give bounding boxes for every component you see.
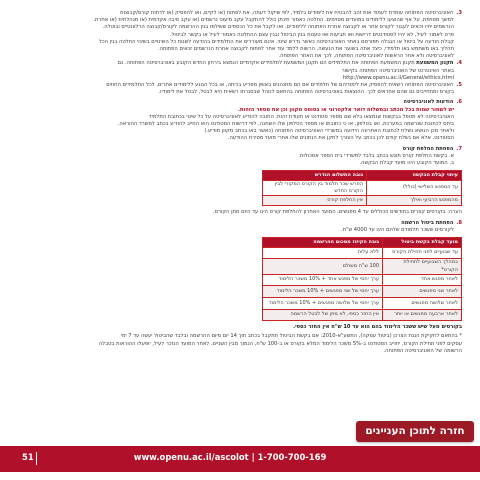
back-to-contents-button[interactable]: חזרה לתוכן העניינים xyxy=(356,421,474,442)
table-row xyxy=(263,247,462,259)
table-row xyxy=(263,196,462,206)
section-7 xyxy=(22,146,462,216)
table-row xyxy=(263,259,462,274)
footer-divider xyxy=(36,452,37,465)
page-number: 51 xyxy=(22,452,34,462)
section-8-footnote: הרשומה של האוניברסיטה הפתוחה. xyxy=(383,347,462,354)
table-header-cell: גובה הקיזוז מסכום ההרשמה xyxy=(263,238,383,248)
section-6 xyxy=(22,99,462,142)
section-7-note: הערה: בקורסים קצרים בחודשים הכוללים עד 4 מפגשים, המועד האחרון להחלפת קורס הינו עד היום מתן הקורס. xyxy=(213,208,462,215)
table-cell: לאחר שני מפגשים xyxy=(383,286,462,298)
section-8 xyxy=(22,220,462,355)
footer-bar xyxy=(0,446,480,472)
section-6-line: האוניברסיטה לא תטפל בבקשות שנמצאו בלא שם מספר סטודנט או תעודת זהות. החובה להודיע לאוניברסיטה על כל שינוי בכתובת התלמיד xyxy=(148,113,454,120)
section-8-after: בקורסים מעל שיש ששכר הלימוד בהם הוא עד 10 ש"ח אין החזר כספי. xyxy=(293,324,462,331)
section-6-line: ביחס לכתובת שנרשמה במערכת, ואו בטלפון, או כי כתובתו או מספר הטלפון שלו השתנה, לפי דרישות הסטודנט הוא החייב להודיע בכתב למשרד ההוראה. xyxy=(117,121,454,128)
section-3-line: פרט לאמור לעיל, לא יהיו לסטודנטים דרישות ואו תביעות ואו טענות בגין הביטול ובגין עצם ההחלטה כאמור לעיל או בקשר לביטול. xyxy=(169,31,454,38)
section-3-line: למשך מסוימת, על אף שהוצעו ללימודים במועדים מסוימים. החלטה כאמור תינתן כולל להתקבל עקב מיעוט נרשמים (או עקב סיבה אקדמית (או מנהלתית (או אחרת. xyxy=(93,17,454,24)
table-cell: לאחר ארבעה מפגשים או יותר xyxy=(383,309,462,321)
table-header-cell: עיתוי קבלת הבקשה xyxy=(367,171,462,181)
cancellation-table xyxy=(262,237,462,321)
section-3-line: תהליך באו משתמש באו תלמידי, כיצד אתה בשוער את הנעשה, הרשות ללמד עוד אחר לפתוח לקבוצה אחרת הנרשמים זכאים הפתוחה. xyxy=(157,46,454,53)
section-6-line: הסטודנט, אלא אם נשלח קודם לכן בכתב על הצורך לתקן את הנתונים שלו אחרי מועד מסירת ההודעה. xyxy=(227,135,454,142)
table-cell: עד שבועיים לפני תחילת הקורס xyxy=(383,247,462,259)
section-6-lead: יש לשמור שמות בכל מכתב ובמשלוח דואר אלקטרוני או בטופס מקוון וכן את מספר הזהות. xyxy=(237,106,454,113)
table-row xyxy=(263,309,462,321)
table-cell: מהמפגש הרביעי ואילך xyxy=(367,196,462,206)
table-cell: לאחר שלושה מפגשים xyxy=(383,297,462,309)
document-body xyxy=(22,10,462,355)
table-cell: 100 ש"ח משולם xyxy=(263,259,383,274)
ethics-link[interactable]: http://www.openu.ac.il/General/ethics.html xyxy=(342,74,454,81)
table-cell: במהלך השבועיים לתחילת הקורס* xyxy=(383,259,462,274)
table-cell: עד המפגש השלישי (כולל) xyxy=(367,180,462,195)
course-change-table xyxy=(262,170,462,205)
section-8-title: 8.הפחתת ביטול הרשמה xyxy=(401,219,462,226)
table-row xyxy=(263,297,462,309)
table-cell: ללא עלות xyxy=(263,247,383,259)
section-7-item: א. בקשת החלפת קורס תוגש בכתב בלבד למשרדי בית הספר אסכולות. xyxy=(298,152,454,159)
section-8-lead: לקורסים ששכר תלמודם שלהם הינו עד 4000 ש"ח. xyxy=(341,227,454,234)
section-7-item: ב. המועד הקובע הינו מועד קבלת הבקשה. xyxy=(359,160,454,167)
section-3-line: הנרשמים יחיו זכאים לעבור לקורס אחר או לקבוצה אחרת הפתוחה ללימודים, ואו לקבל את כל הכספים ששילמו בגין ההרשמה לקורס/קבוצה הרלוונטיים ובוטלה. xyxy=(102,24,454,31)
table-cell: ערך יחסי של שלושה מפגשים + 10% משכר הלימוד xyxy=(263,297,383,309)
table-cell: לאחר מפגש אחד xyxy=(383,274,462,286)
section-8-footnote: * בהתאם לחקיקת הגנת הצרכן (ביטול עסקה), התשע"א-2010: אם בקשת הביטול תתקבל בכתב תוך 14 יום מיום ההרשמה ובלבד שהביטול יעשה עד 7 ימי xyxy=(120,333,462,340)
section-3 xyxy=(22,10,462,60)
section-4 xyxy=(22,60,462,82)
table-row xyxy=(263,274,462,286)
section-3-line: 3.האוניברסיטה הפתוחה עומדת לעמוד אות זהב להבטיח את לימודים בלמיד, לפי שיקול דעתה, את לפתוח (או לקיים, ואו להפסיק (או לדחות קורס/קבוצות xyxy=(120,10,462,16)
section-7-title: 7.הפחתת החלפת קורס xyxy=(402,145,462,152)
table-cell: הפרש שכר תלמוד בין הקורס המקורי לבין הקורס החדש xyxy=(263,180,367,195)
table-cell: אין החזר כספי, לא מתן של לבטל הרשמה xyxy=(263,309,383,321)
table-header-row xyxy=(263,171,462,181)
table-cell: ערך יחסי של מפגש אחד + 10% משכר הלימוד xyxy=(263,274,383,286)
table-cell: אין החלפת קורס xyxy=(263,196,367,206)
section-6-line: ולאחר מכן הנושא נשלח לכתובת האחרונה הידועה במשרדי האוניברסיטה הפתוחה (כאשר באו בכתב מקוון מודיע.) xyxy=(204,128,454,135)
table-row xyxy=(263,286,462,298)
section-5-line: בקורס ומתחייבים גם שהם אחראים לכך. ההוצאות באוניברסיטה הפתוחה בהתאם לנוהל שבסגרתו רשאית היא לבטל, לבטל את לימודיו. xyxy=(158,89,454,96)
section-3-line: לאוניברסיטה ולא אחר הראשות לאוניברסיטה הפתוחה, לכך את האחר הפתוחה. xyxy=(278,53,454,60)
section-8-footnote: עסקים לפני תחילת הקורס, יחוייב הסטודנט ב-5% משכר הלימוד המלא בקורס או ב-100 ש"ח, הנמוך מבין השניים. לאחר המועד הנזכר לעיל, יופעלו ההוראות בטבלה xyxy=(98,340,462,347)
table-header-row xyxy=(263,238,462,248)
table-cell: ערך יחסי של שני מפגשים + 10% משכר הלימוד xyxy=(263,286,383,298)
table-row xyxy=(263,180,462,195)
section-5 xyxy=(22,82,462,96)
table-header-cell: מועד קבלת בקשת ביטול xyxy=(383,238,462,248)
section-4-line: 4.תקנון המשמעת תקנון המשמעת הפתוחה את התלמידים הם תקנון המשמעת לתלמידים אקדמיים הנמצא בירחון החדש הקובע באוניברסיטה הפתוחה. גם xyxy=(117,60,462,67)
footer-contact[interactable]: www.openu.ac.il/ascolot | 1-700-700-169 xyxy=(133,452,327,462)
section-6-title: 6.הודעות לאוניברסיטה xyxy=(403,99,462,106)
section-3-line: קבלת הודעה על ביטול או הגבלה תפורסם באתר האוניברסיטה כאשר נדרש שינוי. אינם מעוררים את התלמידים בהודעה לשנות כל השינויים בשינוי החלטה בגין הכל xyxy=(98,38,454,45)
section-5-line: 5.האוניברסיטה הפתוחה רשאית להפסיק את לימודיהם של תלמידים אם הם מתנהגים באופן מפריע בכיתה, או בכל הנוגע ללימודים אחרים, לכל התלמידים החוזים xyxy=(106,82,462,89)
section-4-line: באתר האינטרנט של האוניברסיטה הפתוחה בקישור xyxy=(341,67,454,74)
table-header-cell: גובה התשלום הנדרש xyxy=(263,171,367,181)
